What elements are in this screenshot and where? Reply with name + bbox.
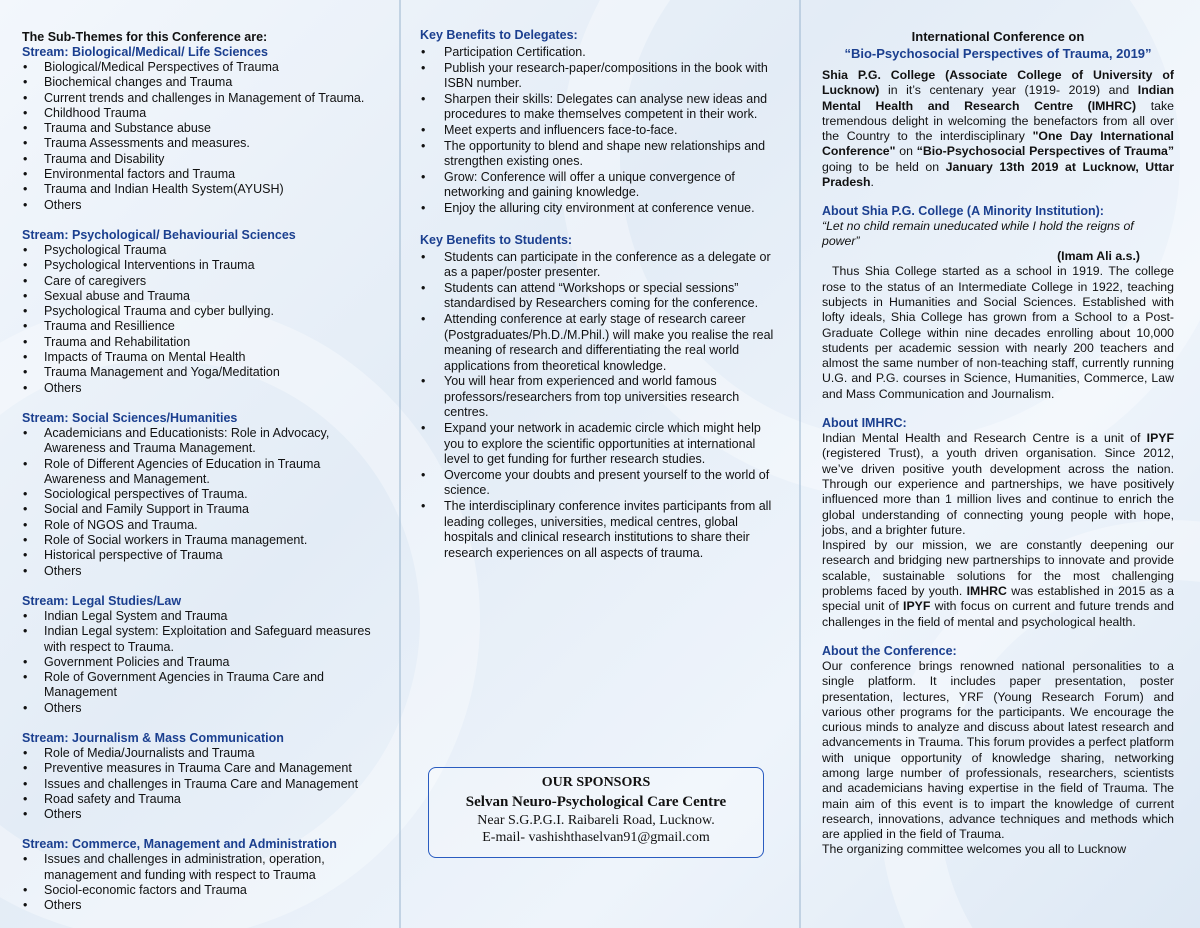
subthemes-heading: The Sub-Themes for this Conference are: bbox=[22, 30, 268, 44]
stream-heading: Stream: Journalism & Mass Communication bbox=[22, 730, 284, 745]
list-item: • Academicians and Educationists: Role in Advocacy, Awareness and Trauma Management. bbox=[22, 426, 382, 457]
conference-heading: About the Conference: bbox=[822, 643, 957, 658]
list-item: • Government Policies and Trauma bbox=[22, 655, 382, 670]
list-item: • Students can attend “Workshops or special sessions” standardised by Researchers coming for the conference. bbox=[420, 281, 780, 312]
list-item: • Trauma and Rehabilitation bbox=[22, 335, 382, 350]
list-item: • Expand your network in academic circle which might help you to explore the scientific opportunities at international level to get funding for further research studies. bbox=[420, 421, 780, 468]
quote: “Let no child remain uneducated while I hold the reigns of power” bbox=[822, 219, 1134, 249]
imhrc-paragraph-2: Inspired by our mission, we are constantly deepening our research and bridging new partnerships to innovate and provide scalable, sustainable solutions for the most challenging problems faced by youth. IMHRC was established in 2015 as a special unit of IPYF with focus on current and future trends and challenges in the field of mental and psychological health. bbox=[822, 538, 1175, 629]
list-item: • Role of Media/Journalists and Trauma bbox=[22, 746, 382, 761]
imhrc-heading: About IMHRC: bbox=[822, 416, 907, 431]
list-item: • Overcome your doubts and present yourself to the world of science. bbox=[420, 468, 780, 499]
list-item: • Current trends and challenges in Management of Trauma. bbox=[22, 91, 382, 106]
list-item: • Publish your research-paper/compositions in the book with ISBN number. bbox=[420, 61, 780, 92]
stream-list bbox=[22, 243, 382, 396]
list-item: • Road safety and Trauma bbox=[22, 792, 382, 807]
list-item: • Biochemical changes and Trauma bbox=[22, 75, 382, 90]
list-item: • Others bbox=[22, 807, 382, 822]
list-item: • Role of Government Agencies in Trauma Care and Management bbox=[22, 670, 382, 701]
list-item: • Others bbox=[22, 564, 382, 579]
list-item: • Impacts of Trauma on Mental Health bbox=[22, 350, 382, 365]
list-item: • Issues and challenges in administration, operation, management and funding with respect to Trauma bbox=[22, 852, 382, 883]
list-item: • Trauma Assessments and measures. bbox=[22, 136, 382, 151]
shia-heading: About Shia P.G. College (A Minority Institution): bbox=[822, 204, 1104, 219]
stream-list bbox=[22, 746, 382, 822]
stream-list bbox=[22, 60, 382, 213]
list-item: • Psychological Interventions in Trauma bbox=[22, 258, 382, 273]
list-item: • Trauma and Indian Health System(AYUSH) bbox=[22, 182, 382, 197]
imhrc-paragraph-1: Indian Mental Health and Research Centre is a unit of IPYF (registered Trust), a youth driven organisation. Since 2012, we’ve driven positive youth development across the nation. Through our experience and partnerships, we have positively influenced more than 1 million lives and continue to enrich the global understanding of connecting young people with hope, jobs, and a brighter future. bbox=[822, 431, 1174, 537]
list-item: • Childhood Trauma bbox=[22, 106, 382, 121]
list-item: • Trauma and Substance abuse bbox=[22, 121, 382, 136]
shia-paragraph: Thus Shia College started as a school in 1919. The college rose to the status of an Intermediate College in 1922, teaching subjects in Humanities and Social Sciences. Established with lofty ideals, Shia College has grown from a School to a Post-Graduate College within nine decades enrolling about 10,000 students per academic session with nearly 200 teachers and almost the same number of non-teaching staff, currently running U.G. and P.G. courses in Science, Humanities, Commerce, Law and Mass Communication and Journalism. bbox=[822, 264, 1174, 401]
list-item: • Role of NGOS and Trauma. bbox=[22, 518, 382, 533]
stream-list bbox=[22, 609, 382, 716]
quote-author: (Imam Ali a.s.) bbox=[1057, 249, 1140, 264]
conference-title: International Conference on bbox=[911, 29, 1085, 44]
stream-heading: Stream: Commerce, Management and Administration bbox=[22, 837, 337, 852]
list-item: • Indian Legal System and Trauma bbox=[22, 609, 382, 624]
list-item: • Issues and challenges in Trauma Care and Management bbox=[22, 777, 382, 792]
sponsor-email: E-mail- vashishthaselvan91@gmail.com bbox=[482, 830, 710, 845]
list-item: • Psychological Trauma and cyber bullying. bbox=[22, 304, 382, 319]
list-item: • Care of caregivers bbox=[22, 274, 382, 289]
list-item: • Role of Social workers in Trauma management. bbox=[22, 533, 382, 548]
sponsor-box bbox=[428, 767, 764, 858]
intro-paragraph: Shia P.G. College (Associate College of University of Lucknow) in it’s centenary year (1919- 2019) and Indian Mental Health and Research Centre (IMHRC) take tremendous delight in welcoming the benefactors from all over the Country to the interdisciplinary "One Day International Conference" on “Bio-Psychosocial Perspectives of Trauma” going to be held on January 13th 2019 at Lucknow, Uttar Pradesh. bbox=[822, 68, 1175, 190]
list-item: • Students can participate in the conference as a delegate or as a paper/poster presenter. bbox=[420, 250, 780, 281]
conference-paragraph: Our conference brings renowned national personalities to a single platform. It includes paper presentation, poster presentation, lectures, YRF (Young Research Forum) and various other programs for the participants. We encourage the curious minds to analyze and discuss about latest research and advancements in Trauma. This forum provides a perfect platform with unique opportunity of knowledge sharing, networking among large number of professionals, researchers, scientists and academicians having expertise in the field of Trauma. The main aim of this event is to impart the knowledge of current research, innovations, advance techniques and methods which are applied in the field of Trauma. bbox=[822, 658, 1174, 842]
list-item: • Others bbox=[22, 198, 382, 213]
list-item: • Historical perspective of Trauma bbox=[22, 548, 382, 563]
list-item: • Others bbox=[22, 701, 382, 716]
students-heading: Key Benefits to Students: bbox=[420, 232, 573, 247]
delegates-heading: Key Benefits to Delegates: bbox=[420, 28, 578, 42]
list-item: • Meet experts and influencers face-to-face. bbox=[420, 123, 780, 139]
stream-heading: Stream: Biological/Medical/ Life Sciences bbox=[22, 45, 268, 59]
stream-heading: Stream: Psychological/ Behaviourial Sciences bbox=[22, 227, 296, 242]
list-item: • Sociological perspectives of Trauma. bbox=[22, 487, 382, 502]
list-item: • The interdisciplinary conference invites participants from all leading colleges, universities, medical centres, global hospitals and clinical research institutions to share their research experiences on all aspects of trauma. bbox=[420, 499, 780, 561]
students-list bbox=[420, 250, 780, 562]
list-item: • Others bbox=[22, 898, 382, 913]
list-item: • Biological/Medical Perspectives of Trauma bbox=[22, 60, 382, 75]
list-item: • Attending conference at early stage of research career (Postgraduates/Ph.D./M.Phil.) will make you realise the real meaning of research and differentiating the real world applications from theoretical knowledge. bbox=[420, 312, 780, 374]
list-item: • Indian Legal system: Exploitation and Safeguard measures with respect to Trauma. bbox=[22, 624, 382, 655]
list-item: • Environmental factors and Trauma bbox=[22, 167, 382, 182]
closing-line: The organizing committee welcomes you all to Lucknow bbox=[822, 842, 1127, 857]
list-item: • Trauma Management and Yoga/Meditation bbox=[22, 365, 382, 380]
list-item: • Sociol-economic factors and Trauma bbox=[22, 883, 382, 898]
stream-list bbox=[22, 852, 382, 913]
list-item: • Trauma and Resillience bbox=[22, 319, 382, 334]
about-panel bbox=[800, 0, 1200, 928]
list-item: • Sexual abuse and Trauma bbox=[22, 289, 382, 304]
list-item: • The opportunity to blend and shape new relationships and strengthen existing ones. bbox=[420, 139, 780, 170]
subthemes-panel bbox=[0, 0, 400, 928]
list-item: • Preventive measures in Trauma Care and Management bbox=[22, 761, 382, 776]
sponsor-heading: OUR SPONSORS bbox=[541, 775, 651, 790]
list-item: • Others bbox=[22, 381, 382, 396]
list-item: • Grow: Conference will offer a unique convergence of networking and gaining knowledge. bbox=[420, 170, 780, 201]
list-item: • Social and Family Support in Trauma bbox=[22, 502, 382, 517]
list-item: • Psychological Trauma bbox=[22, 243, 382, 258]
list-item: • Sharpen their skills: Delegates can analyse new ideas and procedures to make themselves competent in their work. bbox=[420, 92, 780, 123]
sponsor-name: Selvan Neuro-Psychological Care Centre bbox=[465, 794, 727, 810]
list-item: • Trauma and Disability bbox=[22, 152, 382, 167]
delegates-list bbox=[420, 45, 780, 217]
conference-subtitle: “Bio-Psychosocial Perspectives of Trauma, 2019” bbox=[844, 46, 1152, 61]
stream-list bbox=[22, 426, 382, 579]
sponsor-address: Near S.G.P.G.I. Raibareli Road, Lucknow. bbox=[477, 813, 715, 828]
stream-heading: Stream: Legal Studies/Law bbox=[22, 593, 182, 608]
streams-list bbox=[22, 45, 382, 914]
list-item: • You will hear from experienced and world famous professors/researchers from top universities research centres. bbox=[420, 374, 780, 421]
list-item: • Enjoy the alluring city environment at conference venue. bbox=[420, 201, 780, 217]
list-item: • Participation Certification. bbox=[420, 45, 780, 61]
list-item: • Role of Different Agencies of Education in Trauma Awareness and Management. bbox=[22, 457, 382, 488]
stream-heading: Stream: Social Sciences/Humanities bbox=[22, 410, 238, 425]
